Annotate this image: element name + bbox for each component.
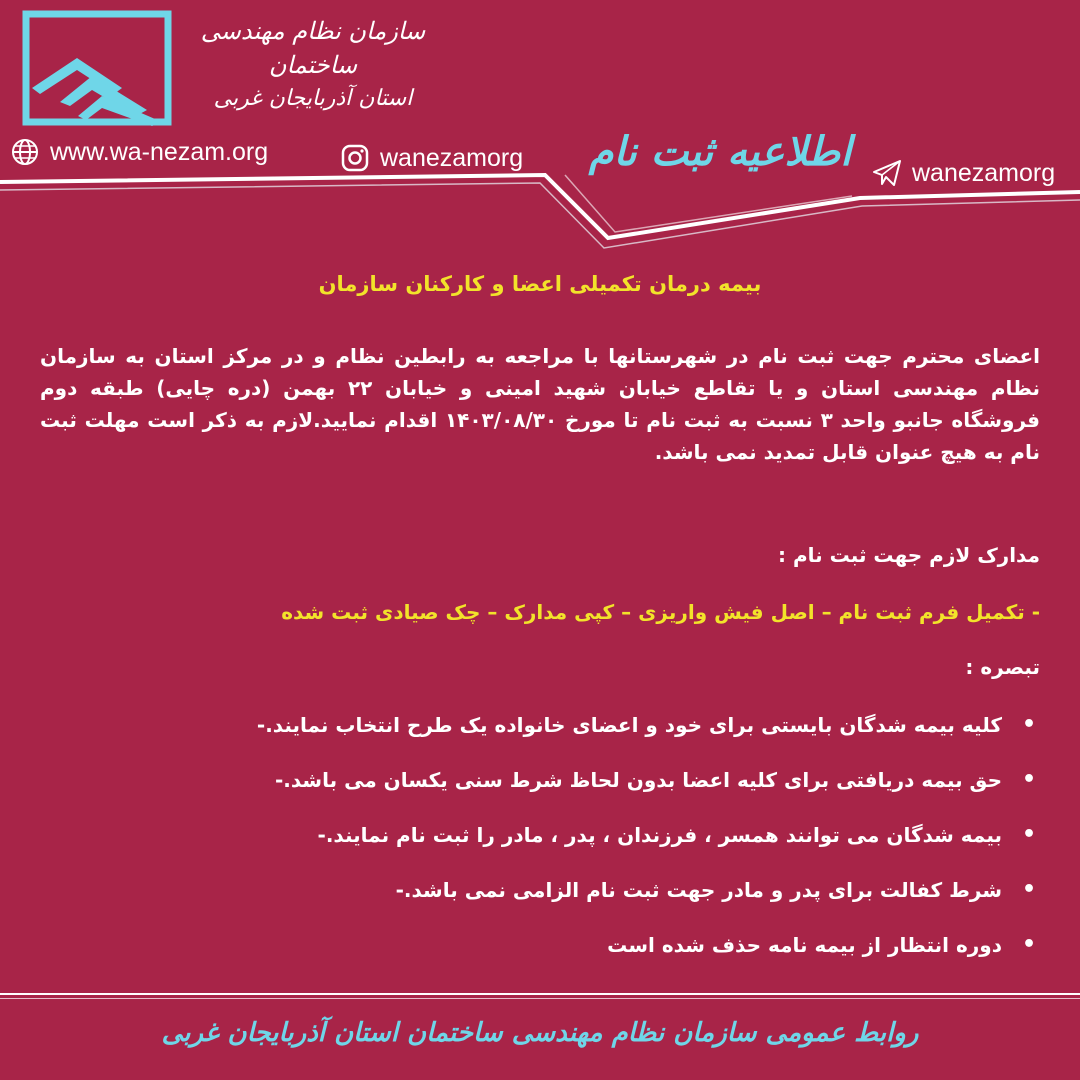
list-item (80, 873, 1040, 928)
required-documents-list: - تکمیل فرم ثبت نام – اصل فیش واریزی – کپی مدارک – چک صیادی ثبت شده (281, 600, 1040, 624)
instagram-icon (340, 143, 370, 173)
registration-paragraph: اعضای محترم جهت ثبت نام در شهرستانها با مراجعه به رابطین نظام و در مرکز استان به سازمان نظام مهندسی استان و یا تقاطع خیابان شهید امینی و خیابان ۲۲ بهمن (دره چایی) طبقه دوم فروشگاه جانبو واحد ۳ نسبت به ثبت نام تا مورخ ۱۴۰۳/۰۸/۳۰ اقدام نمایید.لازم به ذکر است مهلت ثبت نام به هیچ عنوان قابل تمدید نمی باشد. (40, 344, 1040, 464)
bullet-text: بیمه شدگان می توانند همسر ، فرزندان ، پدر ، مادر را ثبت نام نمایند.- (317, 823, 1002, 847)
instagram-contact[interactable] (340, 143, 523, 173)
telegram-contact[interactable] (872, 158, 1055, 188)
logo-org-name: سازمان نظام مهندسی ساختمان (200, 17, 426, 79)
bullet-text: کلیه بیمه شدگان بایستی برای خود و اعضای خانواده یک طرح انتخاب نمایند.- (256, 713, 1002, 737)
list-item (80, 818, 1040, 873)
bullet-text: حق بیمه دریافتی برای کلیه اعضا بدون لحاظ شرط سنی یکسان می باشد.- (274, 768, 1002, 792)
headline: بیمه درمان تکمیلی اعضا و کارکنان سازمان (318, 272, 762, 296)
footer-public-relations: روابط عمومی سازمان نظام مهندسی ساختمان استان آذربایجان غربی (161, 1018, 919, 1048)
instagram-handle[interactable]: wanezamorg (380, 143, 524, 172)
organization-logo (22, 10, 172, 128)
footer-divider-thin (0, 998, 1080, 999)
list-item (80, 708, 1040, 763)
bullet-icon: • (1021, 822, 1036, 847)
website-url[interactable]: www.wa-nezam.org (50, 137, 269, 166)
bullet-icon: • (1021, 712, 1036, 737)
website-contact[interactable] (10, 137, 268, 167)
logo-province-name: استان آذربایجان غربی (213, 86, 413, 111)
bullet-text: شرط کفالت برای پدر و مادر جهت ثبت نام الزامی نمی باشد.- (395, 878, 1002, 902)
footer-divider (0, 993, 1080, 995)
telegram-icon (872, 158, 902, 188)
notice-title: اطلاعیه ثبت نام (588, 128, 852, 175)
required-documents-label: مدارک لازم جهت ثبت نام : (778, 543, 1040, 567)
bullet-text: دوره انتظار از بیمه نامه حذف شده است (607, 933, 1002, 957)
bullet-icon: • (1021, 767, 1036, 792)
list-item (80, 763, 1040, 818)
logo-text (178, 14, 448, 129)
note-bullet-list (80, 708, 1040, 983)
bullet-icon: • (1021, 877, 1036, 902)
note-label: تبصره : (965, 655, 1040, 679)
bullet-icon: • (1021, 932, 1036, 957)
globe-icon (10, 137, 40, 167)
list-item (80, 928, 1040, 983)
telegram-handle[interactable]: wanezamorg (912, 158, 1056, 187)
